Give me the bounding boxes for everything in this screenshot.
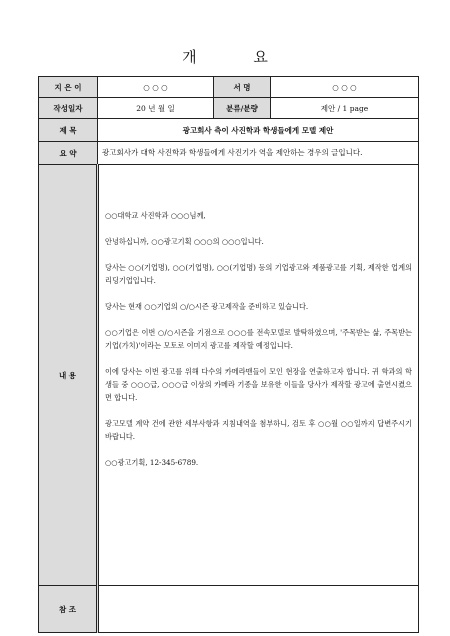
reference-label: 참 조 xyxy=(39,586,98,633)
date-label: 작성일자 xyxy=(39,98,98,119)
content-paragraph-reply-deadline: 광고모델 계약 건에 관한 세부사항과 지침내역을 첨부하니, 검토 후 ○○월 ○○일까지 답변주시기 바랍니다. xyxy=(105,419,412,441)
content-row xyxy=(39,165,419,586)
signature-value: ○ ○ ○ xyxy=(271,77,419,98)
author-value: ○ ○ ○ xyxy=(98,77,214,98)
document-title: 개 요 xyxy=(182,48,294,66)
signature-label: 서 명 xyxy=(214,77,271,98)
content-paragraph-contact: ○○광고기획, 12-345-6789. xyxy=(105,458,199,467)
content-paragraph-current-project: 당사는 현재 ○○기업의 ○/○시즌 광고제작을 준비하고 있습니다. xyxy=(105,302,309,311)
author-label: 지 은 이 xyxy=(39,77,98,98)
content-paragraph-greeting-to: ○○대학교 사진학과 ○○○님께, xyxy=(105,211,206,220)
reference-value xyxy=(98,586,419,633)
date-value: 20 년 월 일 xyxy=(98,98,214,119)
subject-value: 광고회사 측이 사진학과 학생들에게 모델 제안 xyxy=(98,119,419,142)
content-paragraph-company-intro: 당사는 ○○(기업명), ○○(기업명), ○○(기업명) 등의 기업광고와 제품광고를 기획, 제작한 업계의 리딩기업입니다. xyxy=(105,263,412,285)
subject-label: 제 목 xyxy=(39,119,98,142)
category-label: 분류/분량 xyxy=(214,98,271,119)
summary-form-table xyxy=(38,76,419,633)
reference-row xyxy=(39,586,419,633)
summary-row xyxy=(39,142,419,165)
content-label: 내 용 xyxy=(39,165,98,586)
content-body xyxy=(98,165,419,586)
category-value: 제안 / 1 page xyxy=(271,98,419,119)
content-paragraph-greeting: 안녕하십니까, ○○광고기획 ○○○의 ○○○입니다. xyxy=(105,237,264,246)
author-row xyxy=(39,77,419,98)
date-row xyxy=(39,98,419,119)
content-paragraph-request: 이에 당사는 이번 광고를 위해 다수의 카메라맨들이 모인 현장을 연출하고자 합니다. 귀 학과의 학생들 중 ○○○급, ○○○급 이상의 카메라 기종을 보유한 이들을 당사가 제작할 광고에 출연시켰으면 합니다. xyxy=(105,367,412,402)
summary-value: 광고회사가 대학 사진학과 학생들에게 사진기가 역을 제안하는 경우의 글입니다. xyxy=(98,142,419,165)
summary-label: 요 약 xyxy=(39,142,98,165)
content-paragraph-campaign: ○○기업은 이번 ○/○시즌을 기점으로 ○○○를 전속모델로 발탁하였으며, '주목받는 삶, 주목받는 기업(가치)'이라는 모토로 이미지 광고를 제작할 예정입니다. xyxy=(105,328,412,350)
subject-row xyxy=(39,119,419,142)
